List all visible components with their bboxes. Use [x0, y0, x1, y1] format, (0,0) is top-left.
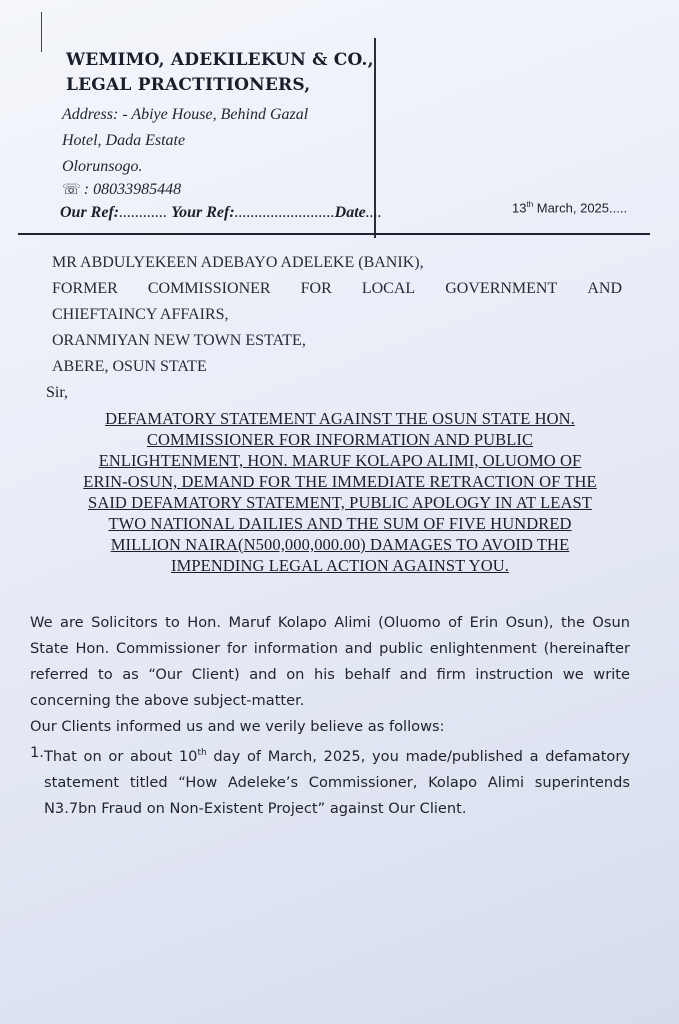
reference-line	[60, 200, 630, 222]
address-line2: Hotel, Dada Estate	[62, 132, 186, 149]
recipient-line3: CHIEFTAINCY AFFAIRS,	[52, 306, 229, 323]
our-ref-label: Our Ref:	[60, 204, 120, 221]
date-dots: ....	[365, 204, 382, 221]
date-label: Date	[334, 204, 366, 221]
address-line3: Olorunsogo.	[62, 158, 143, 175]
firm-name-line1: WEMIMO, ADEKILEKUN & CO.,	[66, 50, 374, 70]
telephone-icon: ☏	[62, 182, 81, 198]
address-line1: Address: - Abiye House, Behind Gazal	[62, 106, 309, 123]
paragraph-clients-informed: Our Clients informed us and we verily believe as follows:	[30, 718, 445, 735]
recipient-line2: FORMER COMMISSIONER FOR LOCAL GOVERNMENT AND	[52, 280, 622, 297]
recipient-line4: ORANMIYAN NEW TOWN ESTATE,	[52, 332, 306, 349]
paragraph-intro: We are Solicitors to Hon. Maruf Kolapo Alimi (Oluomo of Erin Osun), the Osun State Hon. Commissioner for information and public enlightenment (hereinafter referred to as “Our Client) and on his behalf and firm instruction we write concerning the above subject-matter.	[30, 614, 630, 709]
list-item: 1. That on or about 10th day of March, 2025, you made/published a defamatory statement titled “How Adeleke’s Commissioner, Kolapo Alimi superintends N3.7bn Fraud on Non-Existent Project” against Our Client.	[30, 744, 630, 817]
margin-mark	[41, 12, 42, 52]
recipient-address	[52, 250, 622, 380]
your-ref-value: .........................	[234, 204, 335, 221]
letter-body	[30, 610, 630, 822]
recipient-line1: MR ABDULYEKEEN ADEBAYO ADELEKE (BANIK),	[52, 254, 424, 271]
firm-phone	[62, 180, 181, 199]
salutation: Sir,	[46, 384, 69, 401]
firm-name-line2: LEGAL PRACTITIONERS,	[66, 75, 311, 95]
phone-number: : 08033985448	[83, 181, 182, 198]
letter-date: 13th March, 2025.....	[512, 200, 628, 216]
firm-name	[66, 48, 374, 98]
recipient-line5: ABERE, OSUN STATE	[52, 358, 207, 375]
our-ref-value: ............	[119, 204, 168, 221]
firm-address	[62, 102, 308, 180]
your-ref-label: Your Ref:	[171, 204, 235, 221]
letterhead-rule	[18, 233, 650, 235]
subject-heading: DEFAMATORY STATEMENT AGAINST THE OSUN STATE HON. COMMISSIONER FOR INFORMATION AND PUBLIC ENLIGHTENMENT, HON. MARUF KOLAPO ALIMI, OLUOMO OF ERIN-OSUN, DEMAND FOR THE IMMEDIATE RETRACTION OF THE SAID DEFAMATORY STATEMENT, PUBLIC APOLOGY IN AT LEAST TWO NATIONAL DAILIES AND THE SUM OF FIVE HUNDRED MILLION NAIRA(N500,000,000.00) DAMAGES TO AVOID THE IMPENDING LEGAL ACTION AGAINST YOU.	[83, 409, 597, 575]
